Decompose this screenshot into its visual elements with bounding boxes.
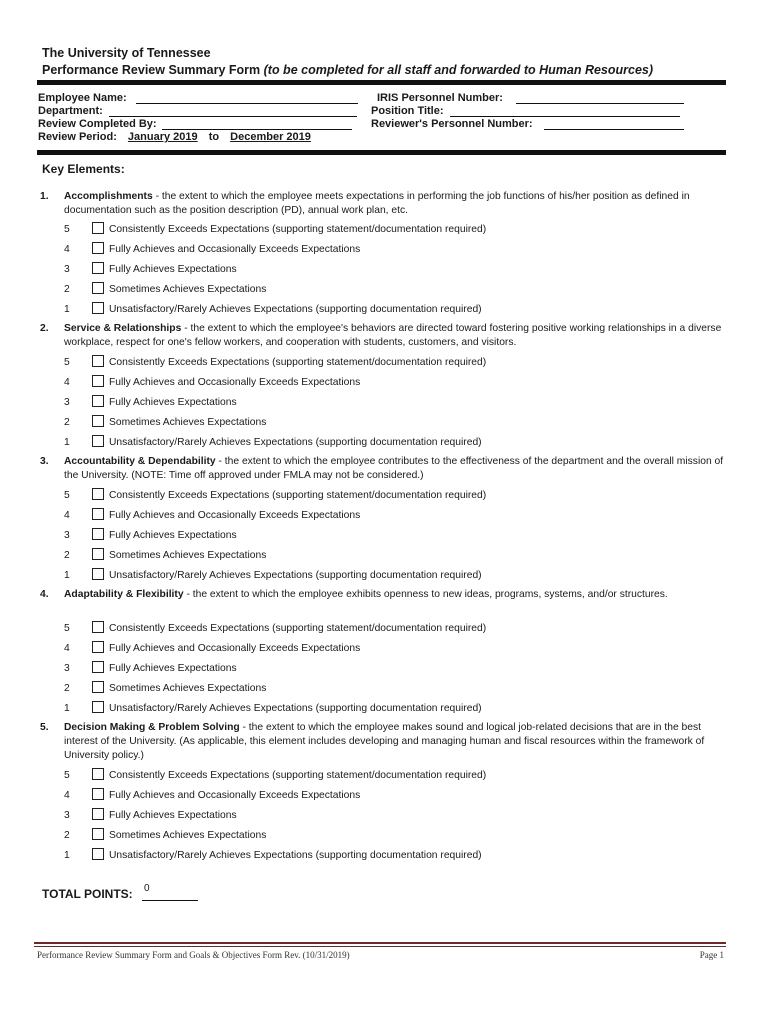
criterion-name: Accomplishments — [64, 191, 153, 202]
criterion-description: - the extent to which the employee meets expectations in performing the job functions of his/her position as defined in documentation such as the position description (PD), annual work plan, etc. — [64, 191, 690, 216]
option-score: 4 — [64, 377, 70, 388]
employee-name-label: Employee Name: — [38, 92, 127, 104]
option-label: Unsatisfactory/Rarely Achieves Expectations (supporting documentation required) — [109, 304, 482, 315]
option-score: 5 — [64, 357, 70, 368]
option-row — [64, 681, 266, 695]
checkbox[interactable] — [92, 395, 104, 407]
criterion-text — [64, 455, 728, 483]
option-row — [64, 435, 482, 449]
option-score: 2 — [64, 417, 70, 428]
option-label: Sometimes Achieves Expectations — [109, 550, 267, 561]
option-row — [64, 548, 266, 562]
option-row — [64, 808, 237, 822]
criterion-number: 4. — [40, 589, 49, 600]
checkbox[interactable] — [92, 355, 104, 367]
option-score: 2 — [64, 550, 70, 561]
checkbox[interactable] — [92, 375, 104, 387]
option-row — [64, 355, 486, 369]
checkbox[interactable] — [92, 848, 104, 860]
option-label: Fully Achieves and Occasionally Exceeds Expectations — [109, 643, 361, 654]
option-row — [64, 302, 482, 316]
option-label: Fully Achieves and Occasionally Exceeds Expectations — [109, 377, 361, 388]
option-row — [64, 242, 360, 256]
department-row — [38, 105, 357, 117]
employee-name-field[interactable] — [136, 92, 358, 104]
option-row — [64, 848, 482, 862]
checkbox[interactable] — [92, 681, 104, 693]
checkbox[interactable] — [92, 508, 104, 520]
option-label: Consistently Exceeds Expectations (supporting statement/documentation required) — [109, 490, 487, 501]
option-score: 4 — [64, 510, 70, 521]
option-row — [64, 661, 237, 675]
criterion-name: Adaptability & Flexibility — [64, 589, 184, 600]
checkbox[interactable] — [92, 282, 104, 294]
key-elements-heading: Key Elements: — [42, 162, 125, 176]
criterion-name: Accountability & Dependability — [64, 456, 216, 467]
option-label: Consistently Exceeds Expectations (supporting statement/documentation required) — [109, 770, 487, 781]
review-completed-row — [38, 118, 352, 130]
criterion-text — [64, 190, 728, 218]
option-label: Consistently Exceeds Expectations (supporting statement/documentation required) — [109, 623, 487, 634]
iris-number-field[interactable] — [516, 92, 684, 104]
option-row — [64, 621, 486, 635]
fields-divider — [37, 150, 726, 155]
option-label: Consistently Exceeds Expectations (supporting statement/documentation required) — [109, 224, 487, 235]
option-score: 5 — [64, 770, 70, 781]
option-row — [64, 768, 486, 782]
department-label: Department: — [38, 105, 103, 117]
footer-rule — [34, 942, 726, 944]
option-score: 5 — [64, 224, 70, 235]
criterion-text — [64, 721, 728, 763]
reviewer-number-label: Reviewer's Personnel Number: — [371, 118, 533, 130]
option-row — [64, 415, 266, 429]
position-title-label: Position Title: — [371, 105, 444, 117]
form-title — [42, 63, 653, 77]
option-score: 1 — [64, 437, 70, 448]
option-label: Fully Achieves and Occasionally Exceeds Expectations — [109, 790, 361, 801]
option-score: 4 — [64, 244, 70, 255]
option-label: Consistently Exceeds Expectations (supporting statement/documentation required) — [109, 357, 487, 368]
criterion-description: - the extent to which the employee contributes to the effectiveness of the department and the overall mission of the University. (NOTE: Time off approved under FMLA may not be considered.) — [64, 456, 724, 481]
checkbox[interactable] — [92, 788, 104, 800]
option-row — [64, 828, 266, 842]
option-label: Fully Achieves Expectations — [109, 264, 237, 275]
option-row — [64, 262, 237, 276]
criterion-description: - the extent to which the employee's behaviors are directed toward fostering positive working relationships in a diverse workplace, respect for one's fellow workers, and cooperation with students, customers, and visitors. — [64, 323, 722, 348]
option-label: Sometimes Achieves Expectations — [109, 284, 267, 295]
criterion-number: 3. — [40, 456, 49, 467]
option-row — [64, 282, 266, 296]
form-subtitle: (to be completed for all staff and forwarded to Human Resources) — [263, 63, 654, 77]
option-row — [64, 641, 360, 655]
checkbox[interactable] — [92, 488, 104, 500]
option-row — [64, 375, 360, 389]
checkbox[interactable] — [92, 262, 104, 274]
reviewer-number-row — [371, 118, 684, 130]
review-completed-by-field[interactable] — [162, 118, 352, 130]
review-completed-by-label: Review Completed By: — [38, 118, 157, 130]
option-row — [64, 568, 482, 582]
checkbox[interactable] — [92, 621, 104, 633]
option-label: Fully Achieves Expectations — [109, 530, 237, 541]
option-score: 3 — [64, 264, 70, 275]
option-score: 1 — [64, 304, 70, 315]
criterion-text — [64, 588, 728, 602]
criterion-number: 1. — [40, 191, 49, 202]
form-title-text: Performance Review Summary Form — [42, 63, 261, 77]
option-label: Unsatisfactory/Rarely Achieves Expectations (supporting documentation required) — [109, 703, 482, 714]
option-label: Fully Achieves Expectations — [109, 397, 237, 408]
checkbox[interactable] — [92, 661, 104, 673]
option-score: 3 — [64, 397, 70, 408]
criterion-text — [64, 322, 728, 350]
reviewer-number-field[interactable] — [544, 118, 684, 130]
checkbox[interactable] — [92, 242, 104, 254]
department-field[interactable] — [109, 105, 357, 117]
checkbox[interactable] — [92, 528, 104, 540]
option-label: Unsatisfactory/Rarely Achieves Expectations (supporting documentation required) — [109, 850, 482, 861]
footer-rule-thin — [34, 946, 726, 947]
footer-form-revision: Performance Review Summary Form and Goals & Objectives Form Rev. (10/31/2019) — [37, 950, 350, 960]
total-points-field[interactable] — [142, 883, 198, 901]
checkbox[interactable] — [92, 641, 104, 653]
option-score: 3 — [64, 530, 70, 541]
position-title-row — [371, 105, 680, 117]
criterion-description: - the extent to which the employee exhibits openness to new ideas, programs, systems, and/or structures. — [183, 589, 668, 600]
option-score: 3 — [64, 810, 70, 821]
option-score: 2 — [64, 284, 70, 295]
option-row — [64, 222, 486, 236]
checkbox[interactable] — [92, 568, 104, 580]
criterion-name: Decision Making & Problem Solving — [64, 722, 240, 733]
total-points-label: TOTAL POINTS: — [42, 887, 133, 901]
total-points-row — [42, 883, 198, 901]
checkbox[interactable] — [92, 768, 104, 780]
option-score: 2 — [64, 683, 70, 694]
option-score: 3 — [64, 663, 70, 674]
employee-name-row — [38, 92, 358, 104]
option-label: Fully Achieves Expectations — [109, 663, 237, 674]
review-period-start[interactable]: January 2019 — [127, 131, 198, 143]
checkbox[interactable] — [92, 222, 104, 234]
option-label: Unsatisfactory/Rarely Achieves Expectations (supporting documentation required) — [109, 570, 482, 581]
position-title-field[interactable] — [450, 105, 680, 117]
criterion-name: Service & Relationships — [64, 323, 182, 334]
option-row — [64, 488, 486, 502]
option-score: 2 — [64, 830, 70, 841]
review-period-to: to — [208, 131, 220, 143]
header-divider — [37, 80, 726, 85]
option-label: Sometimes Achieves Expectations — [109, 830, 267, 841]
criterion-number: 2. — [40, 323, 49, 334]
checkbox[interactable] — [92, 302, 104, 314]
option-label: Sometimes Achieves Expectations — [109, 683, 267, 694]
checkbox[interactable] — [92, 548, 104, 560]
option-row — [64, 788, 360, 802]
iris-number-row — [377, 92, 684, 104]
footer-page-number: Page 1 — [699, 950, 724, 960]
option-score: 1 — [64, 850, 70, 861]
option-score: 4 — [64, 643, 70, 654]
option-label: Sometimes Achieves Expectations — [109, 417, 267, 428]
university-name: The University of Tennessee — [42, 46, 211, 60]
option-score: 1 — [64, 570, 70, 581]
option-row — [64, 395, 237, 409]
review-period-row — [38, 131, 311, 143]
option-label: Fully Achieves Expectations — [109, 810, 237, 821]
checkbox[interactable] — [92, 808, 104, 820]
checkbox[interactable] — [92, 435, 104, 447]
option-row — [64, 701, 482, 715]
option-score: 5 — [64, 623, 70, 634]
option-score: 1 — [64, 703, 70, 714]
review-period-label: Review Period: — [38, 131, 117, 143]
option-label: Unsatisfactory/Rarely Achieves Expectations (supporting documentation required) — [109, 437, 482, 448]
iris-number-label: IRIS Personnel Number: — [377, 92, 503, 104]
option-score: 4 — [64, 790, 70, 801]
criterion-number: 5. — [40, 722, 49, 733]
option-label: Fully Achieves and Occasionally Exceeds Expectations — [109, 244, 361, 255]
checkbox[interactable] — [92, 415, 104, 427]
checkbox[interactable] — [92, 701, 104, 713]
option-label: Fully Achieves and Occasionally Exceeds Expectations — [109, 510, 361, 521]
criterion-description: - the extent to which the employee makes sound and logical job-related decisions that are in the best interest of the University. (As applicable, this element includes developing and managing human and fiscal resources within the framework of University policy.) — [64, 722, 705, 761]
option-row — [64, 528, 237, 542]
total-points-value: 0 — [144, 883, 150, 894]
option-row — [64, 508, 360, 522]
review-period-end[interactable]: December 2019 — [230, 131, 311, 143]
checkbox[interactable] — [92, 828, 104, 840]
option-score: 5 — [64, 490, 70, 501]
